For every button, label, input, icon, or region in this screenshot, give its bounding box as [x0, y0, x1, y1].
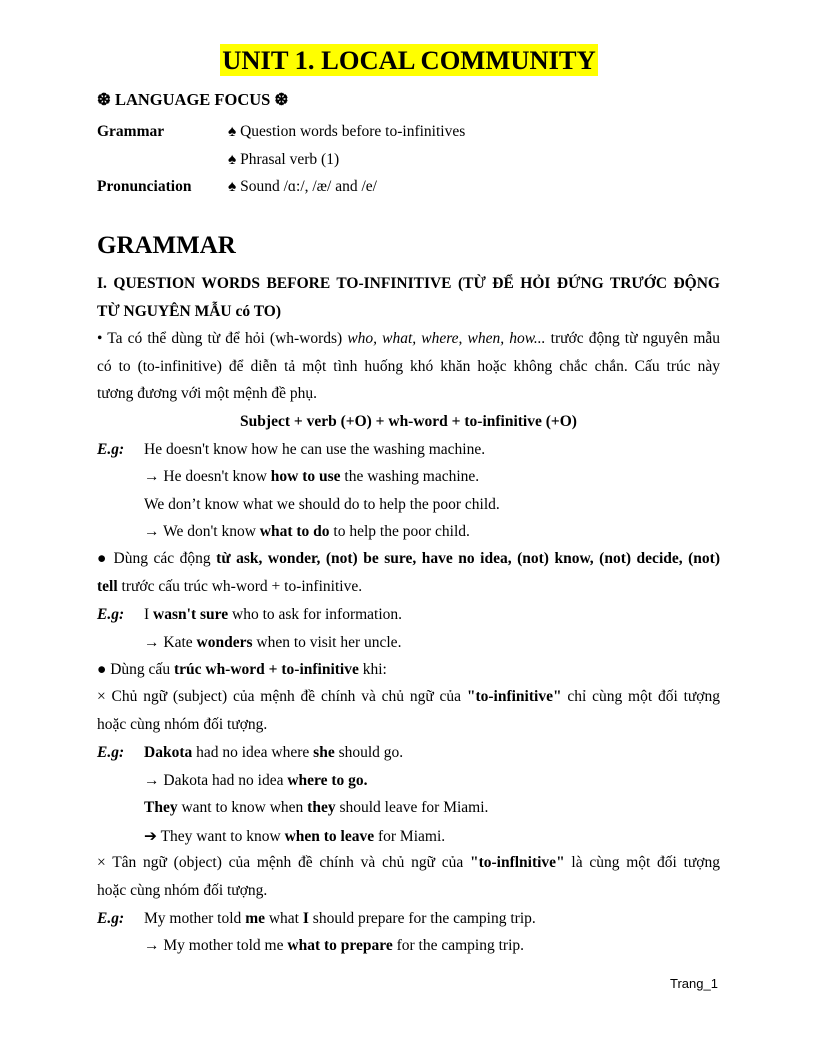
text: should prepare for the camping trip.: [308, 910, 536, 927]
focus-item: ♠ Phrasal verb (1): [228, 151, 340, 168]
text: when to visit her uncle.: [252, 634, 402, 651]
text: for the camping trip.: [392, 937, 524, 954]
text: I: [144, 606, 154, 623]
example-line: [144, 634, 401, 652]
section-heading-line: I. QUESTION WORDS BEFORE TO-INFINITIVE (TỪ ĐỂ HỎI ĐỨNG TRƯỚC ĐỘNG: [97, 275, 720, 292]
text: ● Dùng các động: [97, 550, 217, 567]
paragraph-line: [97, 849, 720, 877]
case-paragraph: [97, 683, 720, 738]
text: I: [302, 910, 309, 927]
text: they: [307, 799, 336, 816]
text: → We don't know: [144, 523, 260, 540]
text: Dakota: [144, 744, 193, 761]
text: when to leave: [284, 828, 375, 845]
language-focus-heading: ❆ LANGUAGE FOCUS ❆: [97, 90, 289, 109]
text: → He doesn't know: [144, 468, 271, 485]
focus-item: ♠ Question words before to-infinitives: [228, 123, 466, 140]
text: • Ta có thể dùng từ để hỏi (wh-words): [97, 330, 348, 347]
paragraph-line: hoặc cùng nhóm đối tượng.: [97, 881, 268, 899]
text: the washing machine.: [340, 468, 480, 485]
example-line: [144, 827, 445, 846]
example-line: [144, 606, 402, 624]
page-title: UNIT 1. LOCAL COMMUNITY: [220, 44, 598, 76]
text: to help the poor child.: [329, 523, 470, 540]
example-line: [144, 910, 536, 928]
paragraph-line: [97, 325, 720, 353]
eg-label: E.g:: [97, 441, 125, 458]
text: They: [144, 799, 178, 816]
text: wasn't sure: [153, 606, 229, 623]
paragraph-line: hoặc cùng nhóm đối tượng.: [97, 715, 268, 733]
text: → Dakota had no idea: [144, 772, 288, 789]
text: who, what, where, when, how...: [347, 330, 546, 347]
case-paragraph: [97, 849, 720, 904]
text: × Tân ngữ (object) của mệnh đề chính và chủ ngữ của: [97, 854, 470, 871]
text: who to ask for information.: [228, 606, 403, 623]
rule-paragraph: [97, 545, 720, 600]
intro-paragraph: [97, 325, 720, 408]
text: → My mother told me: [144, 937, 288, 954]
paragraph-line: có to (to-infinitive) để diễn tả một tình huống khó khăn hoặc không chắc chắn. Cấu trúc này: [97, 357, 720, 375]
example-line: [144, 799, 488, 817]
grammar-heading: GRAMMAR: [97, 232, 236, 259]
text: My mother told: [144, 910, 246, 927]
example-line: [144, 772, 368, 790]
text: từ ask, wonder, (not) be sure, have no idea, (not) know, (not) decide, (not): [216, 550, 720, 567]
section-heading-line: TỪ NGUYÊN MẪU có TO): [97, 302, 281, 320]
text: trước cấu trúc wh-word + to-infinitive.: [117, 577, 363, 595]
formula: Subject + verb (+O) + wh-word + to-infinitive (+O): [240, 413, 577, 430]
example-line: [144, 468, 479, 486]
text: how to use: [270, 468, 341, 485]
grammar-label: Grammar: [97, 123, 165, 140]
text: had no idea where: [192, 744, 314, 761]
text: where to go.: [287, 772, 368, 789]
text: should go.: [334, 744, 404, 761]
paragraph-line: [97, 545, 720, 573]
rule-line: [97, 661, 387, 679]
text: what to do: [259, 523, 330, 540]
text: × Chủ ngữ (subject) của mệnh đề chính và chủ ngữ của: [97, 688, 467, 705]
text: want to know when: [177, 799, 308, 816]
text: ● Dùng cấu: [97, 661, 174, 678]
eg-label: E.g:: [97, 910, 125, 927]
example-line: He doesn't know how he can use the washing machine.: [144, 441, 486, 458]
text: what to prepare: [287, 937, 393, 954]
eg-label: E.g:: [97, 606, 125, 623]
paragraph-line: [97, 573, 720, 601]
focus-item: ♠ Sound /ɑ:/, /æ/ and /e/: [228, 178, 377, 195]
text: ➔ They want to know: [144, 828, 285, 845]
text: she: [313, 744, 335, 761]
text: should leave for Miami.: [335, 799, 489, 816]
paragraph-line: [97, 683, 720, 711]
paragraph-line: tương đương với một mệnh đề phụ.: [97, 385, 318, 402]
example-line: [144, 523, 470, 541]
pronunciation-label: Pronunciation: [97, 178, 192, 195]
eg-label: E.g:: [97, 744, 125, 761]
text: me: [245, 910, 265, 927]
text: wonders: [196, 634, 253, 651]
page-number: Trang_1: [670, 976, 718, 991]
text: "to-infinitive": [466, 688, 562, 705]
example-line: [144, 937, 524, 955]
example-line: [144, 744, 403, 762]
text: "to-inflnitive": [469, 854, 565, 871]
text: → Kate: [144, 634, 197, 651]
text: what: [264, 910, 303, 927]
text: trước động từ nguyên mẫu: [545, 330, 721, 347]
text: khi:: [358, 661, 387, 678]
text: chỉ cùng một đối tượng: [561, 688, 720, 705]
text: for Miami.: [374, 828, 446, 845]
example-line: We don’t know what we should do to help the poor child.: [144, 496, 500, 513]
text: là cùng một đối tượng: [564, 854, 721, 871]
section-heading: [97, 270, 720, 325]
text: tell: [97, 577, 118, 595]
text: trúc wh-word + to-infinitive: [173, 661, 359, 678]
